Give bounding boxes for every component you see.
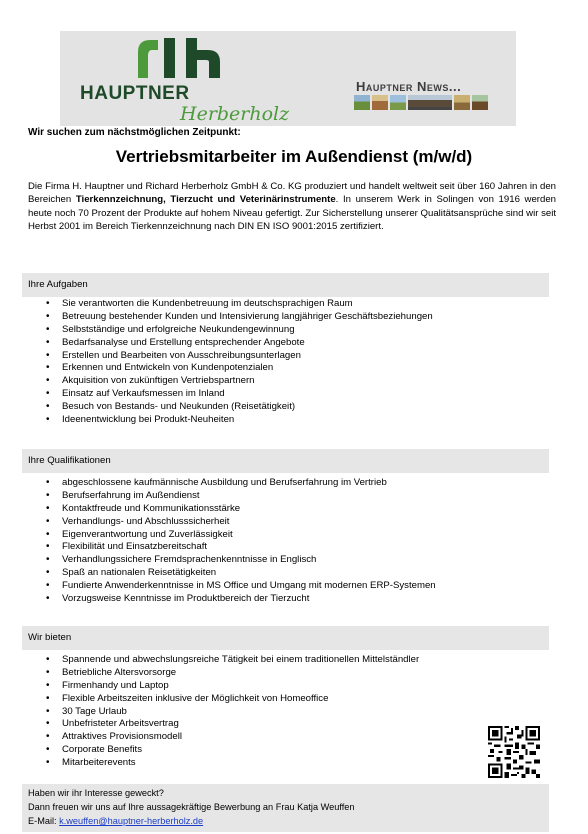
list-item: • Verhandlungs- und Abschlusssicherheit <box>40 516 436 529</box>
list-item: • Corporate Benefits <box>40 744 419 757</box>
header-banner <box>60 31 516 126</box>
list-item: • Einsatz auf Verkaufsmessen im Inland <box>40 388 433 401</box>
footer-email-line <box>28 816 203 826</box>
section-header-aufgaben <box>22 273 549 297</box>
list-item: • abgeschlossene kaufmännische Ausbildung und Berufserfahrung im Vertrieb <box>40 477 436 490</box>
email-label: E-Mail: <box>28 816 60 826</box>
list-item: • Flexibilität und Einsatzbereitschaft <box>40 541 436 554</box>
horse-photo-icon <box>472 95 488 110</box>
list-item: • Selbstständige und erfolgreiche Neukundengewinnung <box>40 324 433 337</box>
section-title: Wir bieten <box>28 632 72 643</box>
list-item: • Mitarbeiterevents <box>40 757 419 770</box>
list-item: • Vorzugsweise Kenntnisse im Produktbereich der Tierzucht <box>40 593 436 606</box>
list-bieten <box>40 654 419 770</box>
list-item: • Betreuung bestehender Kunden und Intensivierung langjähriger Geschäftsbeziehungen <box>40 311 433 324</box>
animal-photo-icon <box>454 95 470 110</box>
list-item: • Betriebliche Altersvorsorge <box>40 667 419 680</box>
list-item: • 30 Tage Urlaub <box>40 706 419 719</box>
list-item: • Berufserfahrung im Außendienst <box>40 490 436 503</box>
section-title: Ihre Aufgaben <box>28 279 88 290</box>
list-item: • Unbefristeter Arbeitsvertrag <box>40 718 419 731</box>
company-description <box>28 180 556 234</box>
intro-line: Wir suchen zum nächstmöglichen Zeitpunkt: <box>28 127 241 138</box>
description-bold: Tierkennzeichnung, Tierzucht und Veterinärinstrumente <box>75 194 336 206</box>
email-link[interactable]: k.weuffen@hauptner-herberholz.de <box>59 816 204 826</box>
footer-question: Haben wir ihr Interesse geweckt? <box>28 788 164 798</box>
news-title: Hauptner News... <box>356 79 462 94</box>
description-text-1: Die Firma H. Hauptner und Richard Herberholz GmbH & Co. KG produziert und handelt weltweit seit über 160 Jahren in den Bereichen <box>28 181 556 206</box>
section-title: Ihre Qualifikationen <box>28 455 111 466</box>
section-header-qualifikationen <box>22 449 549 473</box>
list-item: • Erkennen und Entwickeln von Kundenpotenzialen <box>40 362 433 375</box>
description-text-2: . In unserem Werk in Solingen von 1916 werden heute noch 70 Prozent der Produkte auf hohem Niveau gefertigt. Zur Sicherstellung unserer Qualitätsansprüche sind wir seit Herbst 2001 im Bereich Tierkennzeichnung nach DIN EN ISO 9001:2015 zertifiziert. <box>28 194 556 233</box>
list-item: • Erstellen und Bearbeiten von Ausschreibungsunterlagen <box>40 350 433 363</box>
section-header-bieten <box>22 626 549 650</box>
list-item: • Ideenentwicklung bei Produkt-Neuheiten <box>40 414 433 427</box>
cow-photo-icon <box>354 95 370 110</box>
factory-photo-icon <box>408 95 452 110</box>
footer-contact-text: Dann freuen wir uns auf Ihre aussagekräftige Bewerbung an Frau Katja Weuffen <box>28 802 355 812</box>
application-footer <box>22 784 549 832</box>
list-item: • Kontaktfreude und Kommunikationsstärke <box>40 503 436 516</box>
list-item: • Attraktives Provisionsmodell <box>40 731 419 744</box>
list-aufgaben <box>40 298 433 427</box>
list-item: • Firmenhandy und Laptop <box>40 680 419 693</box>
job-title: Vertriebsmitarbeiter im Außendienst (m/w/d) <box>115 147 473 166</box>
list-qualifikationen <box>40 477 436 606</box>
hauptner-logo-mark-icon <box>136 38 282 78</box>
list-item: • Besuch von Bestands- und Neukunden (Reisetätigkeit) <box>40 401 433 414</box>
pig-photo-icon <box>372 95 388 110</box>
list-item: • Bedarfsanalyse und Erstellung entsprechender Angebote <box>40 337 433 350</box>
qr-code-icon[interactable] <box>488 726 540 778</box>
list-item: • Sie verantworten die Kundenbetreuung im deutschsprachigen Raum <box>40 298 433 311</box>
list-item: • Flexible Arbeitszeiten inklusive der Möglichkeit von Homeoffice <box>40 693 419 706</box>
list-item: • Akquisition von zukünftigen Vertriebspartnern <box>40 375 433 388</box>
list-item: • Spaß an nationalen Reisetätigkeiten <box>40 567 436 580</box>
logo-wordmark: HAUPTNER <box>80 83 190 104</box>
list-item: • Spannende und abwechslungsreiche Tätigkeit bei einem traditionellen Mittelständler <box>40 654 419 667</box>
list-item: • Fundierte Anwenderkenntnisse in MS Office und Umgang mit modernen ERP-Systemen <box>40 580 436 593</box>
list-item: • Verhandlungssichere Fremdsprachenkenntnisse in Englisch <box>40 554 436 567</box>
sheep-photo-icon <box>390 95 406 110</box>
logo-script: Herberholz <box>180 103 290 125</box>
news-thumbnails <box>354 95 488 110</box>
list-item: • Eigenverantwortung und Zuverlässigkeit <box>40 529 436 542</box>
